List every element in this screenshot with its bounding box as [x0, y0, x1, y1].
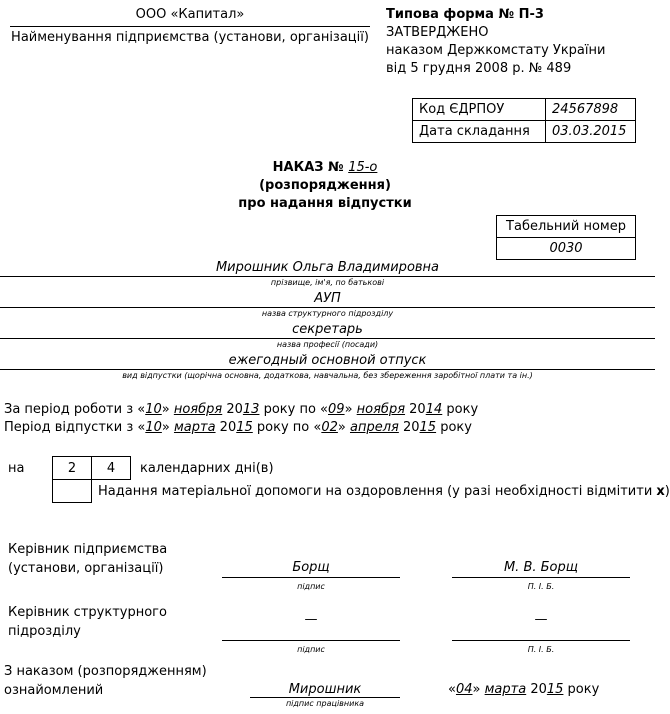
dept-sign-line — [222, 640, 400, 641]
form-date: від 5 грудня 2008 р. № 489 — [386, 61, 572, 76]
ack-suffix: року — [563, 682, 600, 697]
period-leave-to-year: 15 — [419, 420, 437, 435]
period-leave-from-year: 15 — [236, 420, 253, 435]
edrpou-value: 24567898 — [552, 102, 619, 117]
head-label-2: (установи, організації) — [8, 561, 164, 576]
period-work-from-year: 13 — [242, 402, 260, 417]
period-work-quote1: » — [161, 402, 174, 417]
head-sign-line — [222, 577, 400, 578]
days-digit1-cell — [52, 456, 92, 480]
dept-label-1: Керівник структурного — [8, 605, 167, 620]
period-work-to-month: ноября — [356, 402, 406, 417]
ack-month: марта — [484, 682, 527, 697]
period-work-from-month: ноября — [173, 402, 223, 417]
period-leave-quote1: » — [161, 420, 174, 435]
dept-sign: — — [304, 612, 318, 627]
dept-sign-caption: підпис — [297, 645, 325, 654]
ack-sign-line — [250, 697, 400, 698]
period-work — [4, 402, 478, 417]
head-sign: Борщ — [292, 560, 330, 575]
ack-date — [448, 682, 599, 697]
dept-name-caption: П. І. Б. — [527, 645, 555, 654]
department-caption: назва структурного підрозділу — [261, 309, 394, 318]
ack-label-2: ознайомлений — [4, 683, 104, 698]
head-name-caption: П. І. Б. — [527, 582, 555, 591]
head-label-1: Керівник підприємства — [8, 542, 168, 557]
department: АУП — [314, 291, 341, 306]
leave-type: ежегодный основной отпуск — [228, 353, 427, 368]
ack-label-1: З наказом (розпорядженням) — [4, 664, 207, 679]
period-work-to-day: 09 — [328, 402, 345, 417]
form-title: Типова форма № П-3 — [386, 7, 544, 22]
dept-label-2: підрозділу — [8, 624, 81, 639]
date-value-cell — [545, 120, 636, 143]
aid-label — [98, 484, 670, 499]
dept-name: — — [534, 612, 548, 627]
period-work-quote2: » — [344, 402, 357, 417]
period-work-year2-prefix: 20 — [405, 402, 426, 417]
aid-label-x: х — [656, 484, 665, 499]
department-line — [0, 307, 655, 308]
days-digit1: 2 — [67, 461, 77, 476]
edrpou-label-cell — [412, 98, 546, 121]
profession-caption: назва професії (посади) — [276, 340, 379, 349]
ack-sign-caption: підпис працівника — [285, 699, 365, 708]
order-about: про надання відпустки — [238, 196, 412, 211]
days-label: календарних дні(в) — [140, 461, 274, 476]
date-label-cell — [412, 120, 546, 143]
employee-name: Мирошник Ольга Владимировна — [215, 260, 440, 275]
ack-sign: Мирошник — [288, 682, 362, 697]
leave-type-line — [0, 369, 655, 370]
employee-name-line — [0, 276, 655, 277]
leave-type-caption: вид відпустки (щорічна основна, додаткова, навчальна, без збереження заробітної плати та ін.) — [122, 371, 533, 380]
period-work-year1-prefix: 20 — [222, 402, 243, 417]
period-leave-prefix: Період відпустки з « — [4, 420, 146, 435]
dept-name-line — [452, 640, 630, 641]
profession-line — [0, 338, 655, 339]
period-leave-year2-prefix: 20 — [398, 420, 420, 435]
days-na: на — [8, 461, 25, 476]
period-leave-quote2: » — [337, 420, 350, 435]
org-name-line — [10, 26, 370, 27]
period-leave-from-day: 10 — [145, 420, 162, 435]
date-label: Дата складання — [419, 124, 530, 139]
head-sign-caption: підпис — [297, 582, 325, 591]
aid-label-text: Надання матеріальної допомоги на оздоровлення (у разі необхідності відмітити — [98, 484, 657, 499]
head-name: М. В. Борщ — [503, 560, 579, 575]
org-name: ООО «Капитал» — [135, 7, 245, 22]
head-name-line — [452, 577, 630, 578]
period-leave — [4, 420, 472, 435]
tabel-label-cell — [496, 215, 636, 238]
tabel-value-cell — [496, 237, 636, 260]
order-title-prefix: НАКАЗ № — [272, 160, 349, 175]
ack-day: 04 — [455, 682, 473, 697]
employee-name-caption: прізвище, ім'я, по батькові — [270, 278, 385, 287]
days-digit2-cell — [91, 456, 131, 480]
edrpou-value-cell — [545, 98, 636, 121]
ack-quote: » — [472, 682, 485, 697]
period-work-from-day: 10 — [145, 402, 162, 417]
order-title — [190, 160, 460, 175]
period-work-suffix: року — [442, 402, 479, 417]
ack-year-prefix: 20 — [526, 682, 547, 697]
period-leave-to-month: апреля — [349, 420, 399, 435]
period-leave-suffix: року — [436, 420, 472, 435]
period-leave-year1-prefix: 20 — [215, 420, 237, 435]
ack-year: 15 — [546, 682, 564, 697]
period-leave-from-month: марта — [173, 420, 216, 435]
period-work-to-year: 14 — [425, 402, 443, 417]
period-leave-mid: року по « — [252, 420, 322, 435]
period-leave-to-day: 02 — [321, 420, 338, 435]
tabel-value: 0030 — [549, 241, 583, 256]
order-number: 15-о — [348, 160, 378, 175]
org-caption: Найменування підприємства (установи, організації) — [11, 30, 369, 45]
tabel-label: Табельний номер — [506, 219, 626, 234]
date-value: 03.03.2015 — [552, 124, 627, 139]
order-subtitle: (розпорядження) — [259, 178, 391, 193]
edrpou-label: Код ЄДРПОУ — [419, 102, 505, 117]
form-by-order: наказом Держкомстату України — [386, 43, 606, 58]
aid-label-close: ) — [664, 484, 670, 499]
aid-checkbox[interactable] — [52, 479, 92, 503]
profession: секретарь — [292, 322, 363, 337]
days-digit2: 4 — [106, 461, 116, 476]
form-approved: ЗАТВЕРДЖЕНО — [386, 25, 489, 40]
ack-date-open: « — [448, 682, 456, 697]
period-work-prefix: За період роботи з « — [4, 402, 146, 417]
period-work-mid: року по « — [259, 402, 329, 417]
